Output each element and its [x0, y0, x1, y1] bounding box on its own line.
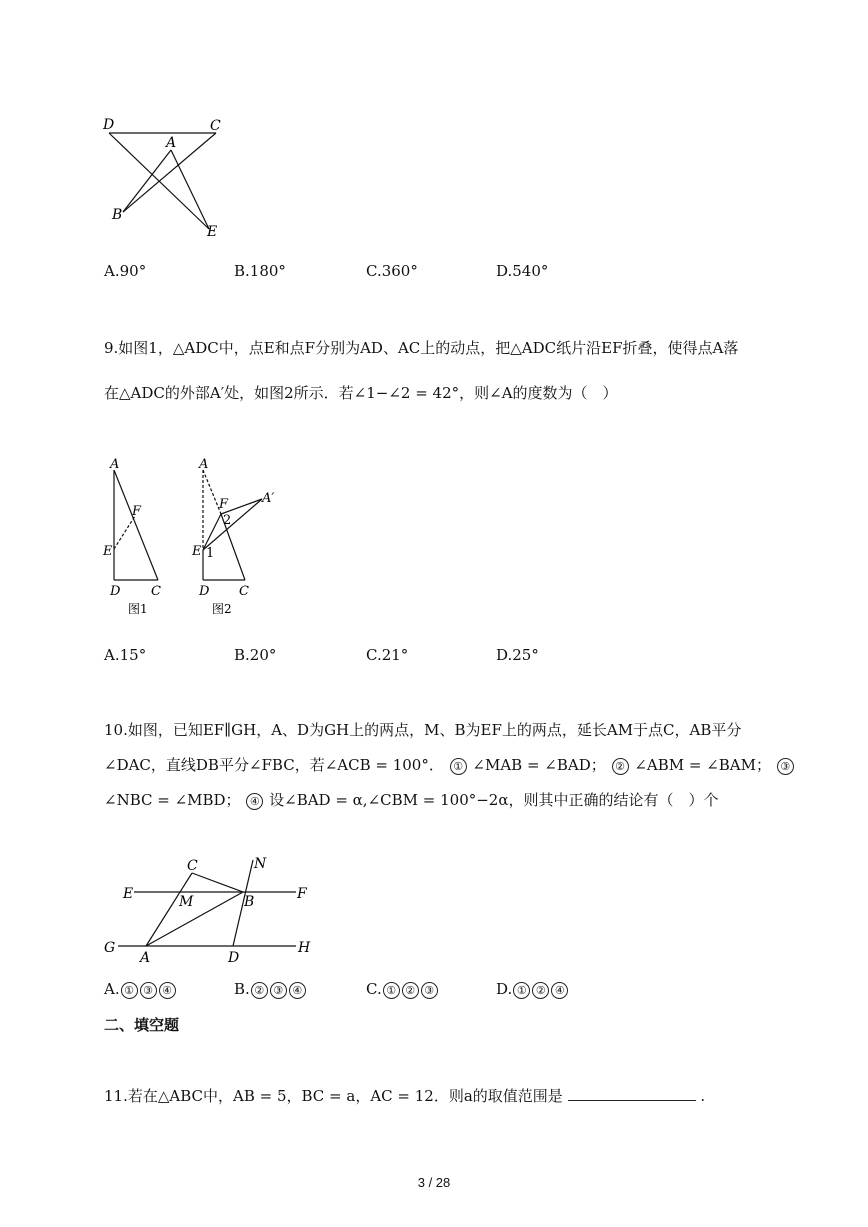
fig10-label-D: D	[228, 950, 240, 966]
fig10-label-M: M	[179, 894, 194, 910]
fig2-label-C: C	[239, 584, 249, 599]
q11-end: .	[700, 1087, 706, 1105]
q9-option-c[interactable]: C.21°	[366, 646, 409, 664]
fig2-label-A: A	[199, 457, 209, 472]
q9-option-a[interactable]: A.15°	[104, 646, 147, 664]
label-C: C	[210, 118, 221, 134]
circle-2: ②	[612, 758, 629, 775]
q8-option-b[interactable]: B.180°	[234, 262, 286, 280]
circle: ②	[402, 982, 419, 999]
fig2-label-D: D	[199, 584, 210, 599]
page-number: 3 / 28	[417, 1175, 451, 1190]
q10-line2	[104, 755, 795, 775]
fig2-label-F: F	[219, 497, 229, 512]
circle: ①	[121, 982, 138, 999]
circle: ③	[140, 982, 157, 999]
fig1-caption: 图1	[128, 602, 148, 616]
label-B: B	[112, 207, 123, 223]
option-prefix: B.	[234, 980, 250, 998]
option-prefix: A.	[104, 980, 120, 998]
fig10-label-H: H	[298, 940, 311, 956]
q10-statement-4: 设∠BAD = α,∠CBM = 100°−2α，则其中正确的结论有（ ）个	[269, 791, 719, 809]
fig2-caption: 图2	[212, 602, 232, 616]
label-D: D	[103, 117, 115, 133]
fig1-label-A: A	[110, 457, 120, 472]
q10-option-d[interactable]	[496, 980, 569, 999]
q10-line1: 10.如图，已知EF∥GH，A、D为GH上的两点，M、B为EF上的两点，延长AM于点C，AB平分	[104, 721, 742, 739]
q11-text: 11.若在△ABC中，AB = 5，BC = a，AC = 12．则a的取值范围是	[104, 1087, 563, 1105]
fig10-label-E: E	[123, 886, 134, 902]
q8-option-c[interactable]: C.360°	[366, 262, 418, 280]
fig1-label-D: D	[110, 584, 121, 599]
fig2-label-A-prime: A′	[262, 491, 275, 506]
fig10-label-B: B	[244, 894, 255, 910]
figure-q10	[100, 850, 325, 970]
q10-option-c[interactable]	[366, 980, 439, 999]
fig2-label-E: E	[192, 544, 202, 559]
q10-option-b[interactable]	[234, 980, 307, 999]
q10-option-a[interactable]	[104, 980, 177, 999]
q8-option-d[interactable]: D.540°	[496, 262, 549, 280]
q10-statement-2: ∠ABM = ∠BAM；	[634, 756, 771, 774]
circle: ②	[532, 982, 549, 999]
q10-line3	[104, 790, 718, 810]
fig1-label-C: C	[151, 584, 161, 599]
circle: ③	[270, 982, 287, 999]
fig10-label-G: G	[104, 940, 116, 956]
circle: ①	[513, 982, 530, 999]
circle: ④	[159, 982, 176, 999]
fig10-label-F: F	[297, 886, 307, 902]
figure-q9	[100, 452, 290, 622]
label-E: E	[207, 224, 218, 240]
circle: ③	[421, 982, 438, 999]
option-prefix: C.	[366, 980, 382, 998]
q10-statement-3: ∠NBC = ∠MBD；	[104, 791, 241, 809]
circle-3: ③	[777, 758, 794, 775]
fig10-label-A: A	[140, 950, 151, 966]
figure-q8	[100, 112, 240, 244]
q9-option-d[interactable]: D.25°	[496, 646, 539, 664]
fig1-label-E: E	[103, 544, 113, 559]
option-prefix: D.	[496, 980, 513, 998]
circle: ②	[251, 982, 268, 999]
label-A: A	[166, 135, 177, 151]
q11	[104, 1086, 705, 1106]
q9-option-b[interactable]: B.20°	[234, 646, 277, 664]
circle-4: ④	[246, 793, 263, 810]
q10-line2-start: ∠DAC，直线DB平分∠FBC，若∠ACB = 100°．	[104, 756, 444, 774]
fig2-label-2: 2	[223, 513, 232, 528]
fig10-label-C: C	[187, 858, 198, 874]
q9-line2: 在△ADC的外部A′处，如图2所示．若∠1−∠2 = 42°，则∠A的度数为（ ）	[104, 384, 618, 402]
fig10-label-N: N	[254, 856, 267, 872]
circle-1: ①	[450, 758, 467, 775]
q8-option-a[interactable]: A.90°	[104, 262, 147, 280]
fig2-label-1: 1	[206, 546, 215, 561]
circle: ④	[289, 982, 306, 999]
q10-statement-1: ∠MAB = ∠BAD；	[472, 756, 606, 774]
circle: ①	[383, 982, 400, 999]
answer-blank[interactable]	[568, 1086, 696, 1101]
section-title: 二、填空题	[104, 1016, 180, 1034]
q9-line1: 9.如图1，△ADC中，点E和点F分别为AD、AC上的动点，把△ADC纸片沿EF折叠，使得点A落	[104, 339, 739, 357]
circle: ④	[551, 982, 568, 999]
fig1-label-F: F	[132, 504, 142, 519]
